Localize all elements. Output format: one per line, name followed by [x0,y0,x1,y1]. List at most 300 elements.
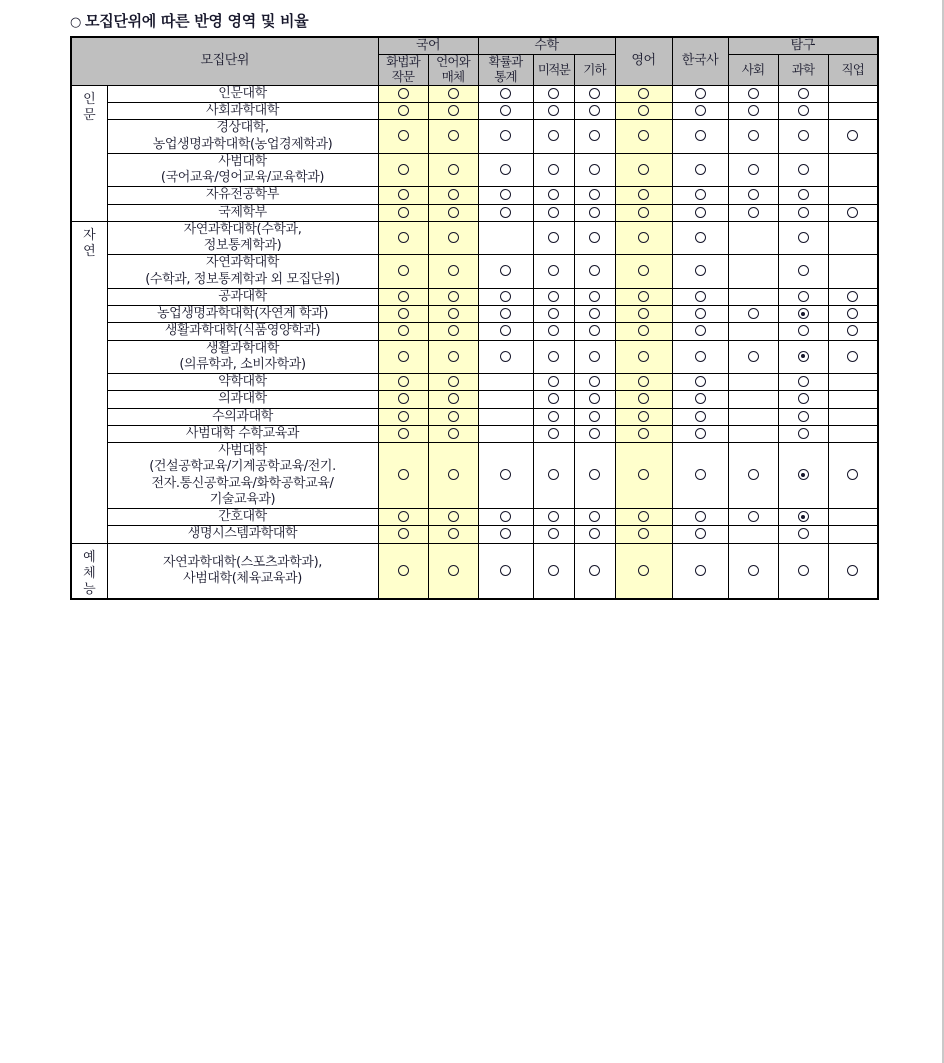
mark-cell-hanguksa [672,221,728,255]
mark-cell-gwahak [778,543,828,599]
open-circle-icon [548,265,559,276]
table-row [71,526,878,543]
mark-cell-eoneo [428,509,478,526]
open-circle-icon [798,565,809,576]
header-sub-gwahak: 과학 [778,55,828,86]
header-sub-hwabeop [378,55,428,86]
mark-cell-sahoe [728,288,778,305]
open-circle-icon [448,291,459,302]
open-circle-icon [548,130,559,141]
open-circle-icon [748,105,759,116]
mark-cell-giha [574,288,615,305]
open-circle-icon [695,105,706,116]
table-row [71,153,878,187]
mark-cell-english [615,255,672,289]
table-row [71,443,878,509]
mark-cell-sahoe [728,103,778,120]
unit-name-line: 생활과학대학(식품영양학과) [164,323,321,339]
open-circle-icon [798,88,809,99]
open-circle-icon [695,393,706,404]
mark-cell-gwahak [778,306,828,323]
open-circle-icon [798,105,809,116]
unit-name-line: 수의과대학 [212,408,273,424]
open-circle-icon [589,325,600,336]
open-circle-icon [398,325,409,336]
unit-name-line: 자연과학대학 [206,255,279,271]
open-circle-icon [548,189,559,200]
open-circle-icon [798,130,809,141]
open-circle-icon [638,351,649,362]
open-circle-icon [798,232,809,243]
unit-name-line: 사회과학대학 [206,103,279,118]
open-circle-icon [398,207,409,218]
open-circle-icon [638,565,649,576]
unit-name-cell [107,221,378,255]
mark-cell-eoneo [428,221,478,255]
mark-cell-hwaktong [478,408,533,425]
open-circle-icon [695,565,706,576]
open-circle-icon [798,411,809,422]
mark-cell-english [615,340,672,374]
mark-cell-eoneo [428,187,478,204]
mark-cell-giha [574,340,615,374]
mark-cell-mijeokbun [533,543,574,599]
table-header [71,37,878,85]
mark-cell-hwaktong [478,187,533,204]
unit-name-line: 생명시스템과학대학 [187,526,298,542]
mark-cell-hwabeop [378,120,428,154]
mark-cell-gwahak [778,204,828,221]
open-circle-icon [589,528,600,539]
mark-cell-eoneo [428,408,478,425]
mark-cell-sahoe [728,543,778,599]
open-circle-icon [548,88,559,99]
page-title [70,10,308,31]
header-inquiry: 탐구 [728,37,878,55]
unit-name-cell [107,443,378,509]
mark-cell-hwaktong [478,391,533,408]
mark-cell-hanguksa [672,323,728,340]
table-row [71,509,878,526]
filled-circle-icon [798,469,809,480]
mark-cell-gwahak [778,103,828,120]
table-row [71,374,878,391]
open-circle-icon [500,88,511,99]
header-math: 수학 [478,37,615,55]
mark-cell-english [615,543,672,599]
mark-cell-giha [574,153,615,187]
mark-cell-english [615,509,672,526]
unit-name-line: 사범대학 [218,153,267,169]
open-circle-icon [695,411,706,422]
mark-cell-jigeop [828,443,878,509]
open-circle-icon [695,469,706,480]
mark-cell-gwahak [778,153,828,187]
mark-cell-mijeokbun [533,374,574,391]
mark-cell-hanguksa [672,391,728,408]
open-circle-icon [589,511,600,522]
open-circle-icon [500,105,511,116]
mark-cell-giha [574,120,615,154]
open-circle-icon [847,130,858,141]
mark-cell-hwaktong [478,543,533,599]
table-row [71,187,878,204]
open-circle-icon [638,189,649,200]
mark-cell-gwahak [778,408,828,425]
mark-cell-english [615,391,672,408]
mark-cell-eoneo [428,85,478,102]
category-cell-예체능 [71,543,107,599]
mark-cell-hanguksa [672,120,728,154]
table-row [71,340,878,374]
open-circle-icon [548,393,559,404]
mark-cell-giha [574,221,615,255]
unit-name-line: 정보통계학과) [203,238,282,253]
mark-cell-eoneo [428,543,478,599]
mark-cell-gwahak [778,288,828,305]
open-circle-icon [847,469,858,480]
mark-cell-hwaktong [478,85,533,102]
mark-cell-giha [574,187,615,204]
open-circle-icon [798,291,809,302]
open-circle-icon [638,207,649,218]
open-circle-icon [548,308,559,319]
open-circle-icon [589,130,600,141]
open-circle-icon [748,511,759,522]
mark-cell-mijeokbun [533,187,574,204]
open-circle-icon [448,189,459,200]
mark-cell-eoneo [428,526,478,543]
open-circle-icon [638,105,649,116]
unit-name-cell [107,153,378,187]
table-row [71,408,878,425]
mark-cell-gwahak [778,526,828,543]
mark-cell-gwahak [778,323,828,340]
open-circle-icon [448,308,459,319]
unit-name-line: 자연과학대학(수학과, [183,221,302,237]
open-circle-icon [548,351,559,362]
mark-cell-gwahak [778,443,828,509]
unit-name-line: 생활과학대학 [206,340,279,356]
open-circle-icon [589,88,600,99]
open-circle-icon [548,376,559,387]
mark-cell-hwabeop [378,340,428,374]
open-circle-icon [548,325,559,336]
mark-cell-hanguksa [672,85,728,102]
table-row [71,543,878,599]
open-circle-icon [500,207,511,218]
open-circle-icon [448,469,459,480]
mark-cell-eoneo [428,103,478,120]
unit-name-line: 간호대학 [218,509,267,524]
mark-cell-hwaktong [478,323,533,340]
header-sub-eoneo-l2: 매체 [441,69,465,84]
mark-cell-hwaktong [478,443,533,509]
mark-cell-hwabeop [378,288,428,305]
mark-cell-english [615,323,672,340]
mark-cell-giha [574,103,615,120]
mark-cell-hwaktong [478,221,533,255]
unit-name-cell [107,103,378,120]
unit-name-cell [107,391,378,408]
mark-cell-english [615,408,672,425]
header-korean: 국어 [378,37,478,55]
mark-cell-sahoe [728,255,778,289]
mark-cell-hwabeop [378,204,428,221]
open-circle-icon [695,130,706,141]
open-circle-icon [695,88,706,99]
mark-cell-sahoe [728,509,778,526]
open-circle-icon [695,325,706,336]
mark-cell-sahoe [728,153,778,187]
mark-cell-mijeokbun [533,509,574,526]
open-circle-icon [798,164,809,175]
mark-cell-giha [574,391,615,408]
mark-cell-english [615,288,672,305]
mark-cell-sahoe [728,204,778,221]
open-circle-icon [548,291,559,302]
open-circle-icon [548,565,559,576]
open-circle-icon [398,565,409,576]
mark-cell-sahoe [728,120,778,154]
mark-cell-english [615,85,672,102]
category-label-char: 예 [83,549,96,565]
mark-cell-jigeop [828,374,878,391]
header-sub-mijeokbun: 미적분 [533,55,574,86]
open-circle-icon [638,428,649,439]
open-circle-icon [798,393,809,404]
mark-cell-mijeokbun [533,120,574,154]
table-row [71,120,878,154]
mark-cell-hwabeop [378,103,428,120]
open-circle-icon [748,207,759,218]
mark-cell-english [615,374,672,391]
open-circle-icon [695,164,706,175]
open-circle-icon [398,411,409,422]
open-circle-icon [695,511,706,522]
open-circle-icon [448,411,459,422]
mark-cell-hwabeop [378,443,428,509]
unit-name-line: 사범대학 수학교육과 [185,425,300,441]
mark-cell-sahoe [728,187,778,204]
mark-cell-mijeokbun [533,221,574,255]
open-circle-icon [448,428,459,439]
mark-cell-jigeop [828,255,878,289]
unit-name-cell [107,408,378,425]
open-circle-icon [500,164,511,175]
open-circle-icon [798,189,809,200]
mark-cell-eoneo [428,425,478,442]
mark-cell-jigeop [828,306,878,323]
mark-cell-jigeop [828,85,878,102]
unit-name-line: 의과대학 [218,391,267,407]
mark-cell-gwahak [778,85,828,102]
mark-cell-mijeokbun [533,288,574,305]
open-circle-icon [638,528,649,539]
category-label-char: 자 [83,227,96,243]
open-circle-icon [548,428,559,439]
mark-cell-giha [574,408,615,425]
open-circle-icon [398,308,409,319]
table-row [71,425,878,442]
mark-cell-mijeokbun [533,340,574,374]
table-body [71,85,878,599]
mark-cell-hanguksa [672,425,728,442]
open-circle-icon [638,469,649,480]
mark-cell-giha [574,374,615,391]
mark-cell-english [615,204,672,221]
category-label-char: 체 [83,565,96,581]
open-circle-icon [638,291,649,302]
open-circle-icon [448,351,459,362]
mark-cell-hanguksa [672,374,728,391]
open-circle-icon [548,232,559,243]
mark-cell-mijeokbun [533,306,574,323]
unit-name-line: 경상대학, [216,120,269,136]
open-circle-icon [798,265,809,276]
mark-cell-sahoe [728,391,778,408]
open-circle-icon [589,164,600,175]
mark-cell-hwabeop [378,323,428,340]
unit-name-line: 농업생명과학대학(자연계 학과) [156,306,329,321]
open-circle-icon [695,265,706,276]
mark-cell-jigeop [828,509,878,526]
unit-name-line: 전자.통신공학교육/화학공학교육/ [151,475,334,491]
open-circle-icon [548,469,559,480]
unit-name-line: (의류학과, 소비자학과) [179,356,306,372]
open-circle-icon [589,393,600,404]
open-circle-icon [398,393,409,404]
mark-cell-mijeokbun [533,103,574,120]
unit-name-cell [107,340,378,374]
unit-name-cell [107,526,378,543]
mark-cell-giha [574,443,615,509]
open-circle-icon [398,130,409,141]
open-circle-icon [798,528,809,539]
mark-cell-sahoe [728,85,778,102]
mark-cell-hwabeop [378,408,428,425]
open-circle-icon [589,469,600,480]
page-title-text: 모집단위에 따른 반영 영역 및 비율 [85,12,309,30]
mark-cell-hanguksa [672,103,728,120]
open-circle-icon [398,232,409,243]
mark-cell-hanguksa [672,509,728,526]
category-label-char: 연 [83,244,96,259]
open-circle-icon [398,88,409,99]
open-circle-icon [398,164,409,175]
mark-cell-sahoe [728,374,778,391]
mark-cell-english [615,103,672,120]
mark-cell-mijeokbun [533,153,574,187]
unit-name-cell [107,204,378,221]
mark-cell-hanguksa [672,288,728,305]
open-circle-icon [448,325,459,336]
mark-cell-eoneo [428,153,478,187]
mark-cell-eoneo [428,120,478,154]
mark-cell-mijeokbun [533,255,574,289]
mark-cell-hanguksa [672,153,728,187]
open-circle-icon [589,411,600,422]
open-circle-icon [589,265,600,276]
mark-cell-gwahak [778,340,828,374]
open-circle-icon [798,325,809,336]
mark-cell-hwaktong [478,103,533,120]
mark-cell-hanguksa [672,255,728,289]
unit-name-line: 자유전공학부 [206,187,279,203]
open-circle-icon [548,207,559,218]
mark-cell-hanguksa [672,340,728,374]
open-circle-icon [548,511,559,522]
open-circle-icon [638,308,649,319]
open-circle-icon [695,189,706,200]
mark-cell-hwabeop [378,85,428,102]
mark-cell-hwaktong [478,526,533,543]
unit-name-line: (국어교육/영어교육/교육학과) [160,170,325,185]
header-sub-hwabeop-l2: 작문 [391,69,415,84]
unit-name-line: 사범대학(체육교육과) [183,570,302,586]
header-sub-eoneo [428,55,478,86]
open-circle-icon [398,291,409,302]
mark-cell-hanguksa [672,187,728,204]
mark-cell-english [615,221,672,255]
mark-cell-giha [574,85,615,102]
mark-cell-hwaktong [478,153,533,187]
unit-name-line: (수학과, 정보통계학과 외 모집단위) [145,271,340,287]
open-circle-icon [500,291,511,302]
open-circle-icon [638,88,649,99]
mark-cell-hanguksa [672,443,728,509]
mark-cell-jigeop [828,425,878,442]
table-row [71,391,878,408]
open-circle-icon [448,376,459,387]
bullet-icon: ○ [70,15,82,30]
mark-cell-sahoe [728,323,778,340]
mark-cell-jigeop [828,323,878,340]
open-circle-icon [500,469,511,480]
open-circle-icon [398,511,409,522]
open-circle-icon [847,565,858,576]
open-circle-icon [589,428,600,439]
mark-cell-hwaktong [478,306,533,323]
open-circle-icon [638,265,649,276]
open-circle-icon [500,189,511,200]
mark-cell-hwaktong [478,120,533,154]
table-row [71,85,878,102]
mark-cell-gwahak [778,187,828,204]
open-circle-icon [589,189,600,200]
mark-cell-hwabeop [378,526,428,543]
mark-cell-english [615,120,672,154]
header-sub-hwaktong [478,55,533,86]
header-english: 영어 [615,37,672,85]
mark-cell-hwaktong [478,288,533,305]
unit-name-cell [107,85,378,102]
unit-name-cell [107,187,378,204]
open-circle-icon [448,130,459,141]
unit-name-line: 사범대학 [218,443,267,458]
open-circle-icon [589,376,600,387]
open-circle-icon [638,130,649,141]
open-circle-icon [589,232,600,243]
open-circle-icon [695,528,706,539]
open-circle-icon [695,207,706,218]
unit-name-line: (건설공학교육/기계공학교육/전기. [149,459,336,475]
mark-cell-giha [574,425,615,442]
open-circle-icon [589,105,600,116]
mark-cell-hwabeop [378,509,428,526]
open-circle-icon [398,351,409,362]
mark-cell-eoneo [428,391,478,408]
